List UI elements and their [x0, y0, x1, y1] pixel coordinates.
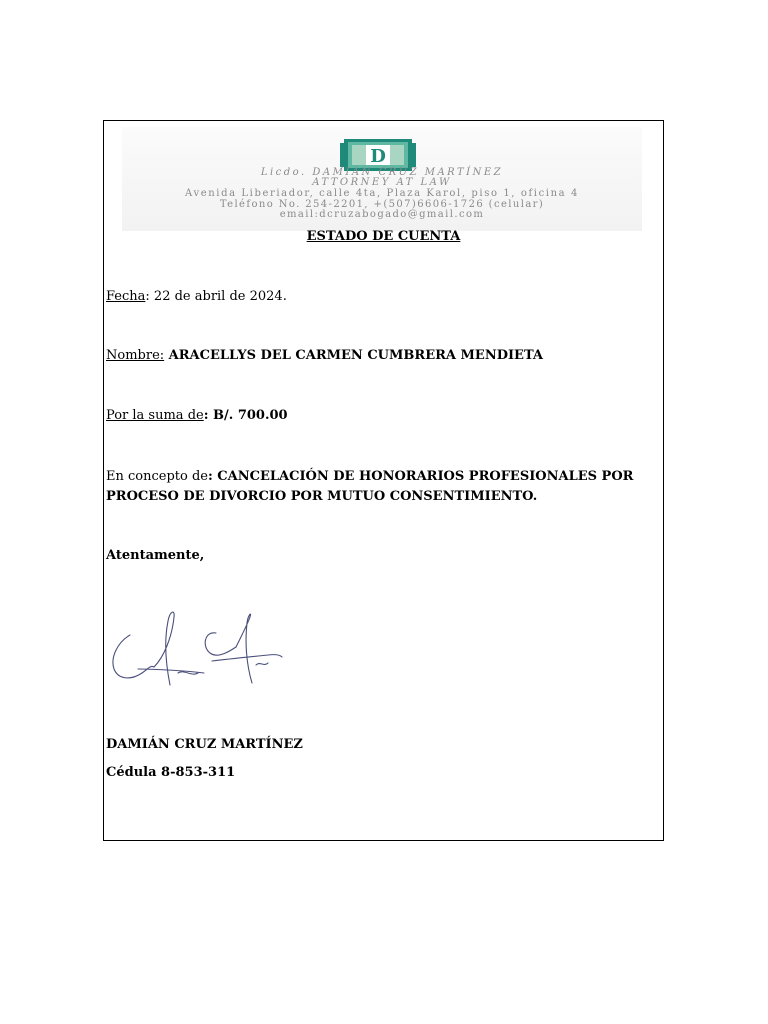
letterhead-address: Avenida Liberiador, calle 4ta, Plaza Karol, piso 1, oficina 4	[185, 188, 579, 199]
letterhead-email: email:dcruzabogado@gmail.com	[279, 209, 485, 220]
concept-label: En concepto de	[106, 469, 208, 484]
concept-paragraph	[106, 467, 662, 507]
letterhead	[122, 127, 642, 231]
letterhead-phones: Teléfono No. 254-2201, +(507)6606-1726 (celular)	[219, 199, 545, 210]
name-line	[106, 348, 543, 363]
document-frame	[103, 120, 664, 841]
letterhead-profession: ATTORNEY AT LAW	[312, 177, 452, 188]
handwritten-signature	[108, 607, 283, 697]
date-label: Fecha	[106, 289, 146, 304]
concept-value: : CANCELACIÓN DE HONORARIOS PROFESIONALES POR PROCESO DE DIVORCIO POR MUTUO CONSENTIMIENTO.	[106, 469, 634, 504]
client-name: ARACELLYS DEL CARMEN CUMBRERA MENDIETA	[164, 348, 544, 363]
letterhead-name: Licdo. DAMIÁN CRUZ MARTÍNEZ	[260, 167, 504, 178]
amount-line	[106, 408, 288, 423]
svg-text:D: D	[370, 146, 386, 167]
signer-id: Cédula 8-853-311	[106, 765, 236, 780]
amount-value: : B/. 700.00	[203, 408, 288, 423]
closing-text: Atentamente,	[106, 548, 205, 563]
name-label: Nombre:	[106, 348, 165, 363]
document-title: ESTADO DE CUENTA	[306, 229, 461, 244]
amount-label: Por la suma de	[106, 408, 204, 423]
date-line	[106, 289, 287, 304]
signer-name: DAMIÁN CRUZ MARTÍNEZ	[106, 737, 303, 752]
date-value: : 22 de abril de 2024.	[145, 289, 287, 304]
